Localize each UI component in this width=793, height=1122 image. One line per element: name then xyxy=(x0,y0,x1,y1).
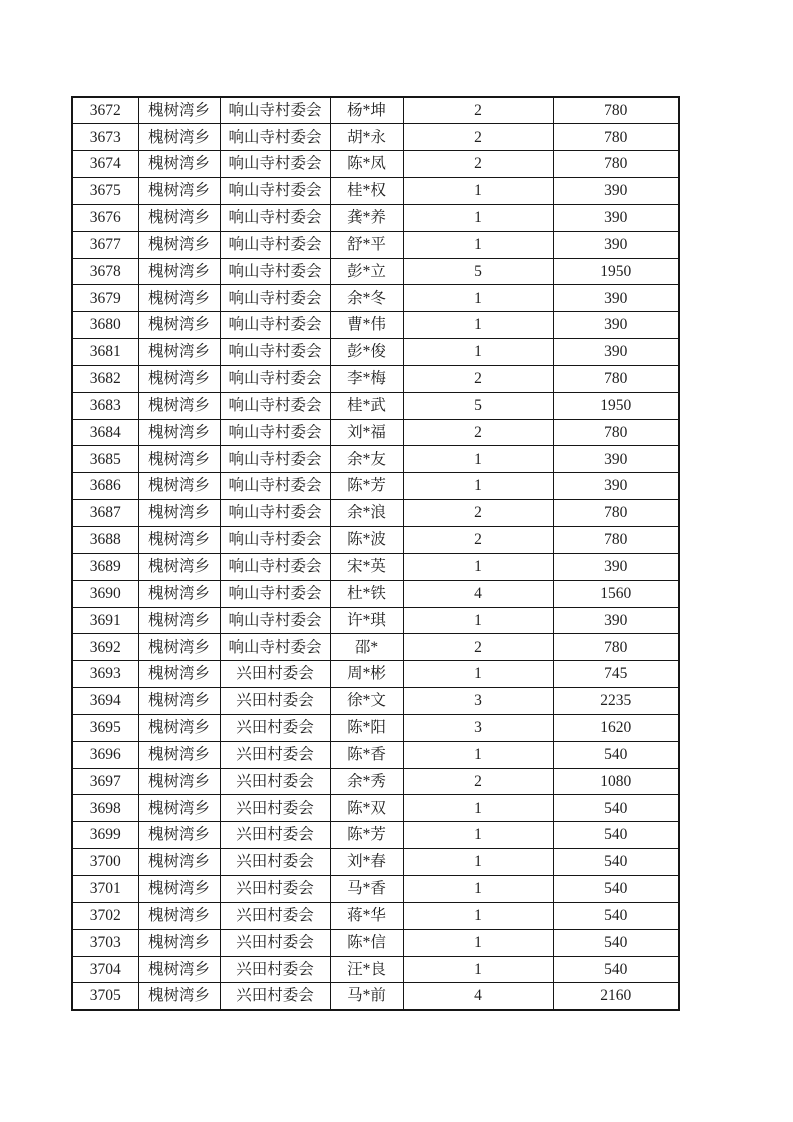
cell-township: 槐树湾乡 xyxy=(138,849,220,876)
cell-masked-name: 邵* xyxy=(330,634,403,661)
cell-headcount: 1 xyxy=(403,607,553,634)
cell-village-committee: 响山寺村委会 xyxy=(220,607,330,634)
table-row xyxy=(72,929,679,956)
table-row xyxy=(72,473,679,500)
cell-serial-number: 3698 xyxy=(72,795,138,822)
table-row xyxy=(72,875,679,902)
cell-serial-number: 3676 xyxy=(72,204,138,231)
cell-amount: 1560 xyxy=(553,580,679,607)
cell-serial-number: 3687 xyxy=(72,500,138,527)
cell-serial-number: 3705 xyxy=(72,983,138,1010)
cell-township: 槐树湾乡 xyxy=(138,634,220,661)
cell-headcount: 1 xyxy=(403,178,553,205)
cell-village-committee: 响山寺村委会 xyxy=(220,446,330,473)
table-row xyxy=(72,151,679,178)
cell-village-committee: 兴田村委会 xyxy=(220,661,330,688)
cell-village-committee: 响山寺村委会 xyxy=(220,419,330,446)
cell-serial-number: 3684 xyxy=(72,419,138,446)
cell-township: 槐树湾乡 xyxy=(138,97,220,124)
cell-serial-number: 3686 xyxy=(72,473,138,500)
cell-amount: 390 xyxy=(553,231,679,258)
cell-masked-name: 余*秀 xyxy=(330,768,403,795)
cell-headcount: 1 xyxy=(403,875,553,902)
cell-village-committee: 响山寺村委会 xyxy=(220,204,330,231)
cell-township: 槐树湾乡 xyxy=(138,473,220,500)
cell-amount: 540 xyxy=(553,929,679,956)
cell-amount: 780 xyxy=(553,151,679,178)
cell-serial-number: 3688 xyxy=(72,527,138,554)
table-row xyxy=(72,607,679,634)
cell-headcount: 1 xyxy=(403,661,553,688)
cell-masked-name: 许*琪 xyxy=(330,607,403,634)
table-row xyxy=(72,178,679,205)
cell-serial-number: 3685 xyxy=(72,446,138,473)
cell-village-committee: 响山寺村委会 xyxy=(220,553,330,580)
cell-village-committee: 兴田村委会 xyxy=(220,768,330,795)
cell-headcount: 3 xyxy=(403,714,553,741)
cell-serial-number: 3678 xyxy=(72,258,138,285)
table-row xyxy=(72,553,679,580)
cell-headcount: 2 xyxy=(403,419,553,446)
cell-amount: 780 xyxy=(553,634,679,661)
table-row xyxy=(72,500,679,527)
cell-masked-name: 蒋*华 xyxy=(330,902,403,929)
table-row xyxy=(72,634,679,661)
cell-township: 槐树湾乡 xyxy=(138,956,220,983)
cell-amount: 540 xyxy=(553,956,679,983)
table-row xyxy=(72,983,679,1010)
cell-amount: 780 xyxy=(553,500,679,527)
cell-village-committee: 兴田村委会 xyxy=(220,688,330,715)
cell-township: 槐树湾乡 xyxy=(138,339,220,366)
cell-amount: 1080 xyxy=(553,768,679,795)
cell-headcount: 3 xyxy=(403,688,553,715)
table-row xyxy=(72,419,679,446)
cell-masked-name: 陈*凤 xyxy=(330,151,403,178)
cell-village-committee: 兴田村委会 xyxy=(220,822,330,849)
cell-masked-name: 徐*文 xyxy=(330,688,403,715)
cell-serial-number: 3673 xyxy=(72,124,138,151)
cell-masked-name: 彭*立 xyxy=(330,258,403,285)
table-row xyxy=(72,714,679,741)
cell-serial-number: 3694 xyxy=(72,688,138,715)
table-row xyxy=(72,849,679,876)
cell-village-committee: 响山寺村委会 xyxy=(220,285,330,312)
cell-masked-name: 周*彬 xyxy=(330,661,403,688)
cell-serial-number: 3682 xyxy=(72,365,138,392)
cell-amount: 390 xyxy=(553,285,679,312)
cell-masked-name: 余*友 xyxy=(330,446,403,473)
cell-amount: 540 xyxy=(553,875,679,902)
cell-serial-number: 3692 xyxy=(72,634,138,661)
table-row xyxy=(72,956,679,983)
cell-masked-name: 桂*权 xyxy=(330,178,403,205)
table-row xyxy=(72,580,679,607)
cell-township: 槐树湾乡 xyxy=(138,365,220,392)
cell-township: 槐树湾乡 xyxy=(138,983,220,1010)
cell-headcount: 1 xyxy=(403,956,553,983)
cell-amount: 780 xyxy=(553,124,679,151)
cell-serial-number: 3683 xyxy=(72,392,138,419)
cell-township: 槐树湾乡 xyxy=(138,500,220,527)
cell-masked-name: 陈*芳 xyxy=(330,473,403,500)
cell-village-committee: 响山寺村委会 xyxy=(220,151,330,178)
cell-serial-number: 3679 xyxy=(72,285,138,312)
cell-village-committee: 响山寺村委会 xyxy=(220,580,330,607)
cell-headcount: 1 xyxy=(403,929,553,956)
cell-masked-name: 陈*阳 xyxy=(330,714,403,741)
cell-township: 槐树湾乡 xyxy=(138,714,220,741)
cell-masked-name: 宋*英 xyxy=(330,553,403,580)
cell-serial-number: 3696 xyxy=(72,741,138,768)
cell-amount: 540 xyxy=(553,741,679,768)
cell-amount: 540 xyxy=(553,849,679,876)
cell-amount: 390 xyxy=(553,339,679,366)
table-row xyxy=(72,795,679,822)
cell-masked-name: 彭*俊 xyxy=(330,339,403,366)
cell-masked-name: 李*梅 xyxy=(330,365,403,392)
cell-village-committee: 兴田村委会 xyxy=(220,795,330,822)
cell-village-committee: 响山寺村委会 xyxy=(220,124,330,151)
cell-headcount: 1 xyxy=(403,312,553,339)
cell-amount: 390 xyxy=(553,473,679,500)
cell-township: 槐树湾乡 xyxy=(138,392,220,419)
cell-headcount: 4 xyxy=(403,983,553,1010)
cell-headcount: 2 xyxy=(403,500,553,527)
cell-township: 槐树湾乡 xyxy=(138,875,220,902)
cell-amount: 540 xyxy=(553,822,679,849)
cell-serial-number: 3672 xyxy=(72,97,138,124)
table-row xyxy=(72,392,679,419)
cell-masked-name: 曹*伟 xyxy=(330,312,403,339)
cell-village-committee: 兴田村委会 xyxy=(220,741,330,768)
cell-village-committee: 响山寺村委会 xyxy=(220,312,330,339)
cell-masked-name: 杨*坤 xyxy=(330,97,403,124)
cell-masked-name: 舒*平 xyxy=(330,231,403,258)
cell-township: 槐树湾乡 xyxy=(138,580,220,607)
cell-village-committee: 兴田村委会 xyxy=(220,929,330,956)
cell-headcount: 1 xyxy=(403,446,553,473)
table-row xyxy=(72,339,679,366)
cell-amount: 745 xyxy=(553,661,679,688)
cell-village-committee: 响山寺村委会 xyxy=(220,500,330,527)
cell-township: 槐树湾乡 xyxy=(138,795,220,822)
cell-headcount: 1 xyxy=(403,849,553,876)
cell-township: 槐树湾乡 xyxy=(138,419,220,446)
table-row xyxy=(72,124,679,151)
cell-amount: 390 xyxy=(553,607,679,634)
cell-amount: 1950 xyxy=(553,258,679,285)
cell-village-committee: 响山寺村委会 xyxy=(220,258,330,285)
cell-headcount: 2 xyxy=(403,527,553,554)
cell-village-committee: 兴田村委会 xyxy=(220,956,330,983)
cell-village-committee: 响山寺村委会 xyxy=(220,634,330,661)
cell-serial-number: 3680 xyxy=(72,312,138,339)
table-body xyxy=(72,97,679,1010)
cell-headcount: 1 xyxy=(403,339,553,366)
cell-township: 槐树湾乡 xyxy=(138,607,220,634)
table-row xyxy=(72,688,679,715)
cell-masked-name: 刘*春 xyxy=(330,849,403,876)
cell-headcount: 2 xyxy=(403,124,553,151)
cell-masked-name: 桂*武 xyxy=(330,392,403,419)
cell-masked-name: 马*前 xyxy=(330,983,403,1010)
cell-headcount: 1 xyxy=(403,822,553,849)
cell-headcount: 1 xyxy=(403,231,553,258)
cell-headcount: 2 xyxy=(403,97,553,124)
cell-township: 槐树湾乡 xyxy=(138,553,220,580)
cell-masked-name: 陈*信 xyxy=(330,929,403,956)
cell-township: 槐树湾乡 xyxy=(138,258,220,285)
table-row xyxy=(72,204,679,231)
cell-township: 槐树湾乡 xyxy=(138,822,220,849)
cell-township: 槐树湾乡 xyxy=(138,231,220,258)
cell-serial-number: 3703 xyxy=(72,929,138,956)
cell-amount: 390 xyxy=(553,204,679,231)
cell-amount: 540 xyxy=(553,795,679,822)
cell-serial-number: 3699 xyxy=(72,822,138,849)
cell-village-committee: 响山寺村委会 xyxy=(220,231,330,258)
cell-village-committee: 响山寺村委会 xyxy=(220,178,330,205)
cell-masked-name: 陈*芳 xyxy=(330,822,403,849)
cell-village-committee: 响山寺村委会 xyxy=(220,527,330,554)
cell-amount: 1620 xyxy=(553,714,679,741)
cell-village-committee: 兴田村委会 xyxy=(220,902,330,929)
cell-headcount: 2 xyxy=(403,365,553,392)
cell-township: 槐树湾乡 xyxy=(138,285,220,312)
cell-serial-number: 3674 xyxy=(72,151,138,178)
cell-masked-name: 马*香 xyxy=(330,875,403,902)
cell-township: 槐树湾乡 xyxy=(138,151,220,178)
cell-headcount: 5 xyxy=(403,258,553,285)
cell-village-committee: 响山寺村委会 xyxy=(220,97,330,124)
cell-township: 槐树湾乡 xyxy=(138,741,220,768)
cell-masked-name: 龚*养 xyxy=(330,204,403,231)
cell-amount: 1950 xyxy=(553,392,679,419)
cell-headcount: 1 xyxy=(403,285,553,312)
cell-headcount: 1 xyxy=(403,902,553,929)
table-row xyxy=(72,312,679,339)
cell-amount: 390 xyxy=(553,178,679,205)
cell-serial-number: 3693 xyxy=(72,661,138,688)
cell-village-committee: 响山寺村委会 xyxy=(220,473,330,500)
cell-amount: 780 xyxy=(553,527,679,554)
cell-village-committee: 响山寺村委会 xyxy=(220,392,330,419)
cell-township: 槐树湾乡 xyxy=(138,527,220,554)
cell-village-committee: 兴田村委会 xyxy=(220,714,330,741)
cell-serial-number: 3695 xyxy=(72,714,138,741)
cell-headcount: 2 xyxy=(403,634,553,661)
cell-headcount: 4 xyxy=(403,580,553,607)
cell-masked-name: 陈*波 xyxy=(330,527,403,554)
cell-serial-number: 3675 xyxy=(72,178,138,205)
cell-village-committee: 响山寺村委会 xyxy=(220,339,330,366)
cell-amount: 2235 xyxy=(553,688,679,715)
cell-masked-name: 余*冬 xyxy=(330,285,403,312)
cell-headcount: 1 xyxy=(403,553,553,580)
cell-village-committee: 响山寺村委会 xyxy=(220,365,330,392)
table-row xyxy=(72,97,679,124)
table-row xyxy=(72,231,679,258)
cell-amount: 2160 xyxy=(553,983,679,1010)
cell-serial-number: 3691 xyxy=(72,607,138,634)
payment-table xyxy=(71,96,680,1011)
cell-serial-number: 3704 xyxy=(72,956,138,983)
cell-serial-number: 3677 xyxy=(72,231,138,258)
table-row xyxy=(72,741,679,768)
table-row xyxy=(72,365,679,392)
table-row xyxy=(72,258,679,285)
cell-headcount: 1 xyxy=(403,795,553,822)
cell-township: 槐树湾乡 xyxy=(138,902,220,929)
cell-headcount: 5 xyxy=(403,392,553,419)
cell-village-committee: 兴田村委会 xyxy=(220,875,330,902)
cell-amount: 780 xyxy=(553,419,679,446)
table-row xyxy=(72,768,679,795)
cell-village-committee: 兴田村委会 xyxy=(220,849,330,876)
cell-township: 槐树湾乡 xyxy=(138,929,220,956)
cell-masked-name: 胡*永 xyxy=(330,124,403,151)
cell-masked-name: 陈*香 xyxy=(330,741,403,768)
table-row xyxy=(72,822,679,849)
cell-headcount: 1 xyxy=(403,741,553,768)
cell-masked-name: 陈*双 xyxy=(330,795,403,822)
cell-serial-number: 3701 xyxy=(72,875,138,902)
cell-amount: 780 xyxy=(553,365,679,392)
table-row xyxy=(72,661,679,688)
cell-amount: 390 xyxy=(553,446,679,473)
table-row xyxy=(72,446,679,473)
table-row xyxy=(72,527,679,554)
cell-serial-number: 3689 xyxy=(72,553,138,580)
cell-headcount: 2 xyxy=(403,151,553,178)
table-row xyxy=(72,285,679,312)
cell-amount: 390 xyxy=(553,312,679,339)
cell-amount: 390 xyxy=(553,553,679,580)
cell-township: 槐树湾乡 xyxy=(138,688,220,715)
cell-masked-name: 刘*福 xyxy=(330,419,403,446)
cell-township: 槐树湾乡 xyxy=(138,178,220,205)
cell-masked-name: 余*浪 xyxy=(330,500,403,527)
cell-headcount: 1 xyxy=(403,204,553,231)
cell-township: 槐树湾乡 xyxy=(138,312,220,339)
cell-masked-name: 杜*铁 xyxy=(330,580,403,607)
cell-headcount: 1 xyxy=(403,473,553,500)
cell-amount: 540 xyxy=(553,902,679,929)
cell-masked-name: 汪*良 xyxy=(330,956,403,983)
cell-township: 槐树湾乡 xyxy=(138,661,220,688)
cell-village-committee: 兴田村委会 xyxy=(220,983,330,1010)
cell-township: 槐树湾乡 xyxy=(138,768,220,795)
cell-serial-number: 3697 xyxy=(72,768,138,795)
cell-amount: 780 xyxy=(553,97,679,124)
cell-serial-number: 3690 xyxy=(72,580,138,607)
cell-headcount: 2 xyxy=(403,768,553,795)
cell-township: 槐树湾乡 xyxy=(138,204,220,231)
cell-township: 槐树湾乡 xyxy=(138,446,220,473)
cell-serial-number: 3702 xyxy=(72,902,138,929)
cell-serial-number: 3681 xyxy=(72,339,138,366)
table-row xyxy=(72,902,679,929)
cell-serial-number: 3700 xyxy=(72,849,138,876)
cell-township: 槐树湾乡 xyxy=(138,124,220,151)
